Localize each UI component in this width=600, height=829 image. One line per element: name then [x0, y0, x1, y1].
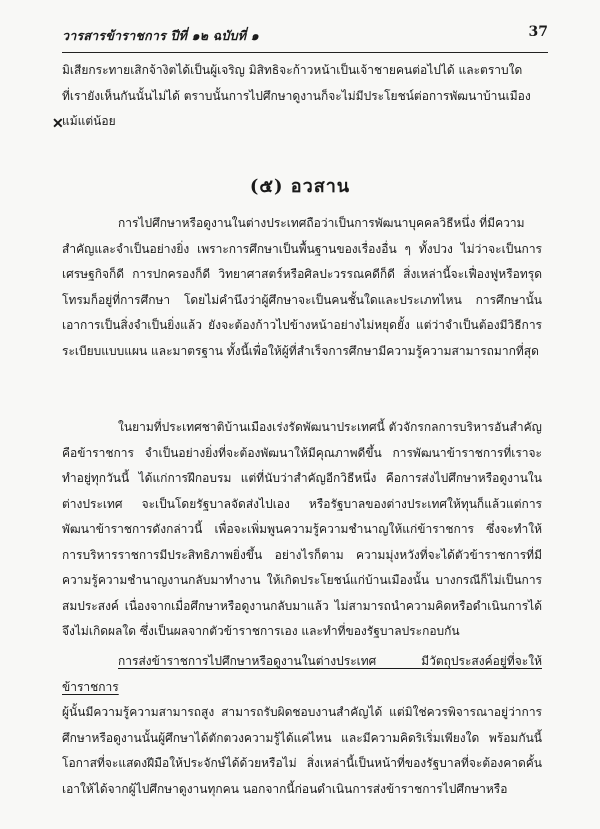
margin-mark: ✕	[52, 116, 64, 132]
paragraph-2	[62, 415, 542, 645]
intro-line: มิเสียกระทายเสิกจ้างิตได้เป็นผู้เจริญ มิสิทธิจะก้าวหน้าเป็นเจ้าชายคนต่อไปได้ และตราบใด	[62, 63, 523, 77]
paragraph-body: ผู้นั้นมีความรู้ความสามารถสูง สามารถรับผิดชอบงานสำคัญได้ แต่มิใช่ควรพิจารณาอยู่ว่าการศึกษาหรือดูงานนั้นผู้ศึกษาได้ตักตวงความรู้ได้แค่ไหน และมีความคิดริเริ่มเพียงใด พร้อมกันนี้โอกาสที่จะแสดงฝีมือให้ประจักษ์ได้ด้วยหรือไม่ สิ่งเหล่านี้เป็นหน้าที่ของรัฐบาลที่จะต้องคาดคั้นเอาให้ได้จากผู้ไปศึกษาดูงานทุกคน นอกจากนี้ก่อนดำเนินการส่งข้าราชการไปศึกษาหรือ	[62, 705, 542, 796]
header-rule	[62, 52, 548, 53]
intro-text	[62, 58, 542, 135]
paragraph-body: คือข้าราชการ จำเป็นอย่างยิ่งที่จะต้องพัฒนาให้มีคุณภาพดีขึ้น การพัฒนาข้าราชการที่เราจะทำอยู่ทุกวันนี้ ได้แก่การฝึกอบรม แต่ที่นับว่าสำคัญอีกวิธีหนึ่ง คือการส่งไปศึกษาหรือดูงานในต่างประเทศ จะเป็นโดยรัฐบาลจัดส่งไปเอง หรือรัฐบาลของต่างประเทศให้ทุนก็แล้วแต่การพัฒนาข้าราชการดังกล่าวนี้ เพื่อจะเพิ่มพูนความรู้ความชำนาญให้แก่ข้าราชการ ซึ่งจะทำให้การบริหารราชการมีประสิทธิภาพยิ่งขึ้น อย่างไรก็ตาม ความมุ่งหวังที่จะได้ตัวข้าราชการที่มีความรู้ความชำนาญงานกลับมาทำงาน ให้เกิดประโยชน์แก่บ้านเมืองนั้น บางกรณีก็ไม่เป็นการสมประสงค์ เนื่องจากเมื่อศึกษาหรือดูงานกลับมาแล้ว ไม่สามารถนำความคิดหรือดำเนินการได้ จึงไม่เกิดผลใด ซึ่งเป็นผลจากตัวข้าราชการเอง และทำที่ของรัฐบาลประกอบกัน	[62, 445, 542, 638]
intro-line: ที่เรายังเห็นกันนั้นไม่ได้ ตราบนั้นการไปศึกษาดูงานก็จะไม่มีประโยชน์ต่อการพัฒนาบ้านเมือง	[62, 88, 531, 103]
journal-title: วารสารข้าราชการ ปีที่ ๑๒ ฉบับที่ ๑	[62, 28, 259, 43]
page-header	[62, 26, 548, 48]
paragraph-first-line: การส่งข้าราชการไปศึกษาหรือดูงานในต่างประเทศ มีวัตถุประสงค์อยู่ที่จะให้ข้าราชการ	[62, 654, 542, 694]
paragraph-3	[62, 649, 542, 802]
intro-line: แม้แต่น้อย	[62, 114, 116, 128]
paragraph-1	[62, 211, 542, 364]
paragraph-body: สำคัญและจำเป็นอย่างยิ่ง เพราะการศึกษาเป็นพื้นฐานของเรื่องอื่น ๆ ทั้งปวง ไม่ว่าจะเป็นการเศรษฐกิจก็ดี การปกครองก็ดี วิทยาศาสตร์หรือศิลปะวรรณคดีก็ดี สิ่งเหล่านี้จะเฟื่องฟูหรือทรุดโทรมก็อยู่ที่การศึกษา โดยไม่คำนึงว่าผู้ศึกษาจะเป็นคนชั้นใดและประเภทไหน การศึกษานั้นเอาการเป็นสิ่งจำเป็นยิ่งแล้ว ยังจะต้องก้าวไปข้างหน้าอย่างไม่หยุดยั้ง แต่ว่าจำเป็นต้องมีวิธีการ ระเบียบแบบแผน และมาตรฐาน ทั้งนี้เพื่อให้ผู้ที่สำเร็จการศึกษามีความรู้ความสามารถมากที่สุด	[62, 241, 542, 358]
page-number: 37	[528, 24, 548, 40]
paragraph-first-line: การไปศึกษาหรือดูงานในต่างประเทศถือว่าเป็นการพัฒนาบุคคลวิธีหนึ่ง ที่มีความ	[118, 216, 525, 230]
section-heading: (๕) อวสาน	[249, 176, 351, 197]
paragraph-first-line: ในยามที่ประเทศชาติบ้านเมืองเร่งรัดพัฒนาประเทศนี้ ตัวจักรกลการบริหารอันสำคัญ	[118, 420, 542, 434]
